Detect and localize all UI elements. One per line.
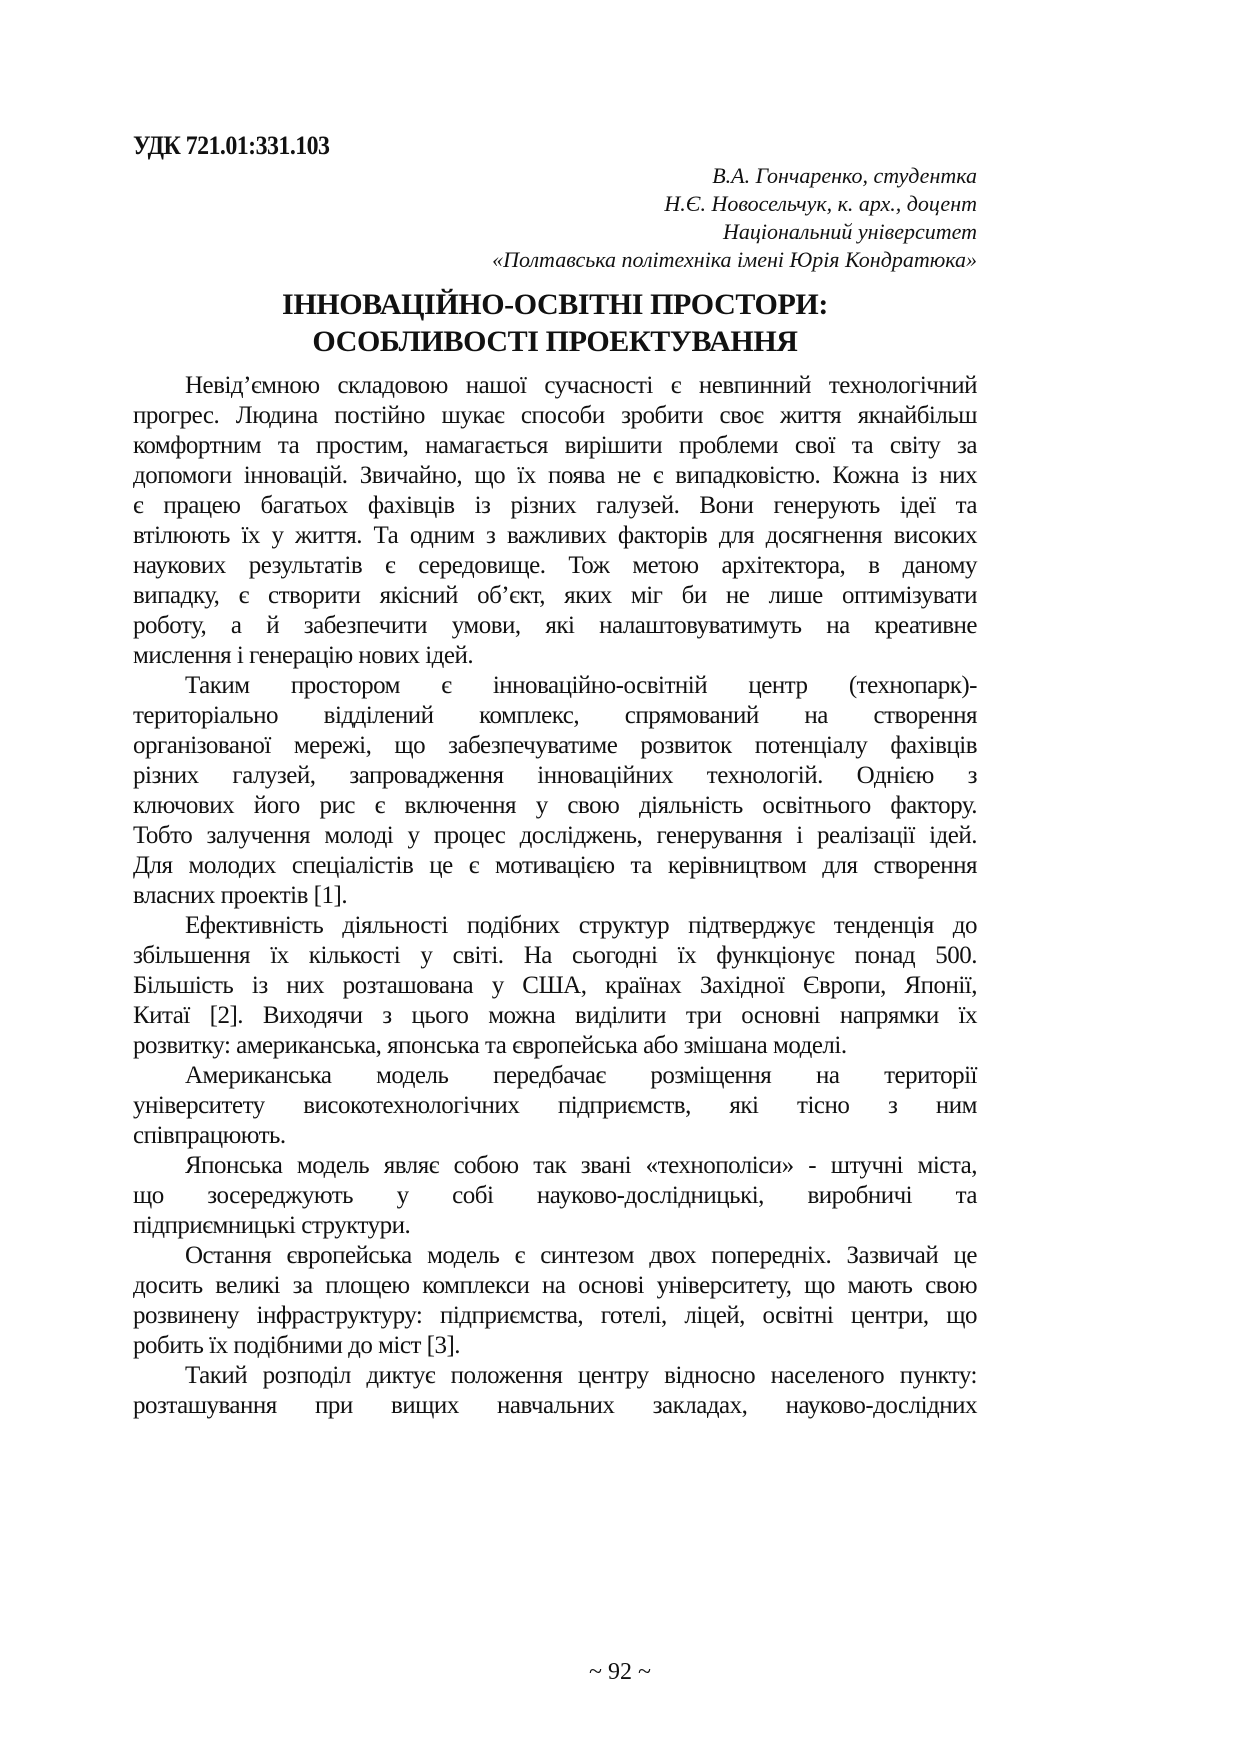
body-line: Більшість із них розташована у США, країнах Західної Європи, Японії,	[133, 972, 977, 999]
body-line: різних галузей, запровадження інноваційних технологій. Однією з	[133, 762, 977, 789]
body-line: Тобто залучення молоді у процес досліджень, генерування і реалізації ідей.	[133, 822, 977, 849]
author-2: Н.Є. Новосельчук, к. арх., доцент	[664, 191, 977, 216]
body-line: Остання європейська модель є синтезом двох попередніх. Зазвичай це	[185, 1242, 977, 1269]
title-line-2: ОСОБЛИВОСТІ ПРОЕКТУВАННЯ	[312, 325, 798, 358]
body-line: робить їх подібними до міст [3].	[133, 1332, 461, 1359]
body-line: Китаї [2]. Виходячи з цього можна виділити три основні напрямки їх	[133, 1002, 977, 1029]
body-line: Невід’ємною складовою нашої сучасності є невпинний технологічний	[185, 372, 977, 399]
body-line: ключових його рис є включення у свою діяльність освітнього фактору.	[133, 792, 977, 819]
body-line: прогрес. Людина постійно шукає способи зробити своє життя якнайбільш	[133, 402, 977, 429]
article-title	[133, 286, 977, 360]
affiliation-line-1: Національний університет	[722, 219, 977, 244]
body-line: Американська модель передбачає розміщення на території	[185, 1062, 977, 1089]
body-line: досить великі за площею комплекси на основі університету, що мають свою	[133, 1272, 977, 1299]
body-line: власних проектів [1].	[133, 882, 348, 909]
body-line: мислення і генерацію нових ідей.	[133, 642, 474, 669]
body-line: є працею багатьох фахівців із різних галузей. Вони генерують ідеї та	[133, 492, 977, 519]
body-line: розташування при вищих навчальних закладах, науково-дослідних	[133, 1392, 977, 1419]
body-line: випадку, є створити якісний об’єкт, яких міг би не лише оптимізувати	[133, 582, 977, 609]
body-line: комфортним та простим, намагається вирішити проблеми свої та світу за	[133, 432, 977, 459]
body-line: втілюють їх у життя. Та одним з важливих факторів для досягнення високих	[133, 522, 977, 549]
body-line: Такий розподіл диктує положення центру відносно населеного пункту:	[185, 1362, 977, 1389]
body-line: Японська модель являє собою так звані «технополіси» - штучні міста,	[185, 1152, 977, 1179]
author-1: В.А. Гончаренко, студентка	[712, 163, 977, 188]
title-line-1: ІННОВАЦІЙНО-ОСВІТНІ ПРОСТОРИ:	[282, 288, 828, 321]
body-line: роботу, а й забезпечити умови, які налаштовуватимуть на креативне	[133, 612, 977, 639]
body-line: наукових результатів є середовище. Тож метою архітектора, в даному	[133, 552, 977, 579]
body-line: розвитку: американська, японська та європейська або змішана моделі.	[133, 1032, 847, 1059]
author-block	[277, 162, 977, 274]
body-line: збільшення їх кількості у світі. На сьогодні їх функціонує понад 500.	[133, 942, 977, 969]
body-line: організованої мережі, що забезпечуватиме розвиток потенціалу фахівців	[133, 732, 977, 759]
article-body	[133, 371, 977, 1421]
body-line: університету високотехнологічних підприємств, які тісно з ним	[133, 1092, 977, 1119]
body-line: Ефективність діяльності подібних структур підтверджує тенденція до	[185, 912, 977, 939]
body-line: підприємницькі структури.	[133, 1212, 411, 1239]
body-line: що зосереджують у собі науково-дослідницькі, виробничі та	[133, 1182, 977, 1209]
body-line: Таким простором є інноваційно-освітній центр (технопарк)-	[185, 672, 977, 699]
body-line: допомоги інновацій. Звичайно, що їх поява не є випадковістю. Кожна із них	[133, 462, 977, 489]
body-line: територіально відділений комплекс, спрямований на створення	[133, 702, 977, 729]
body-line: Для молодих спеціалістів це є мотивацією та керівництвом для створення	[133, 852, 977, 879]
body-line: співпрацюють.	[133, 1122, 286, 1149]
affiliation-line-2: «Полтавська політехніка імені Юрія Кондратюка»	[492, 247, 977, 272]
page-number: ~ 92 ~	[589, 1659, 651, 1685]
udk-code: УДК 721.01:331.103	[133, 131, 330, 160]
body-line: розвинену інфраструктуру: підприємства, готелі, ліцей, освітні центри, що	[133, 1302, 977, 1329]
